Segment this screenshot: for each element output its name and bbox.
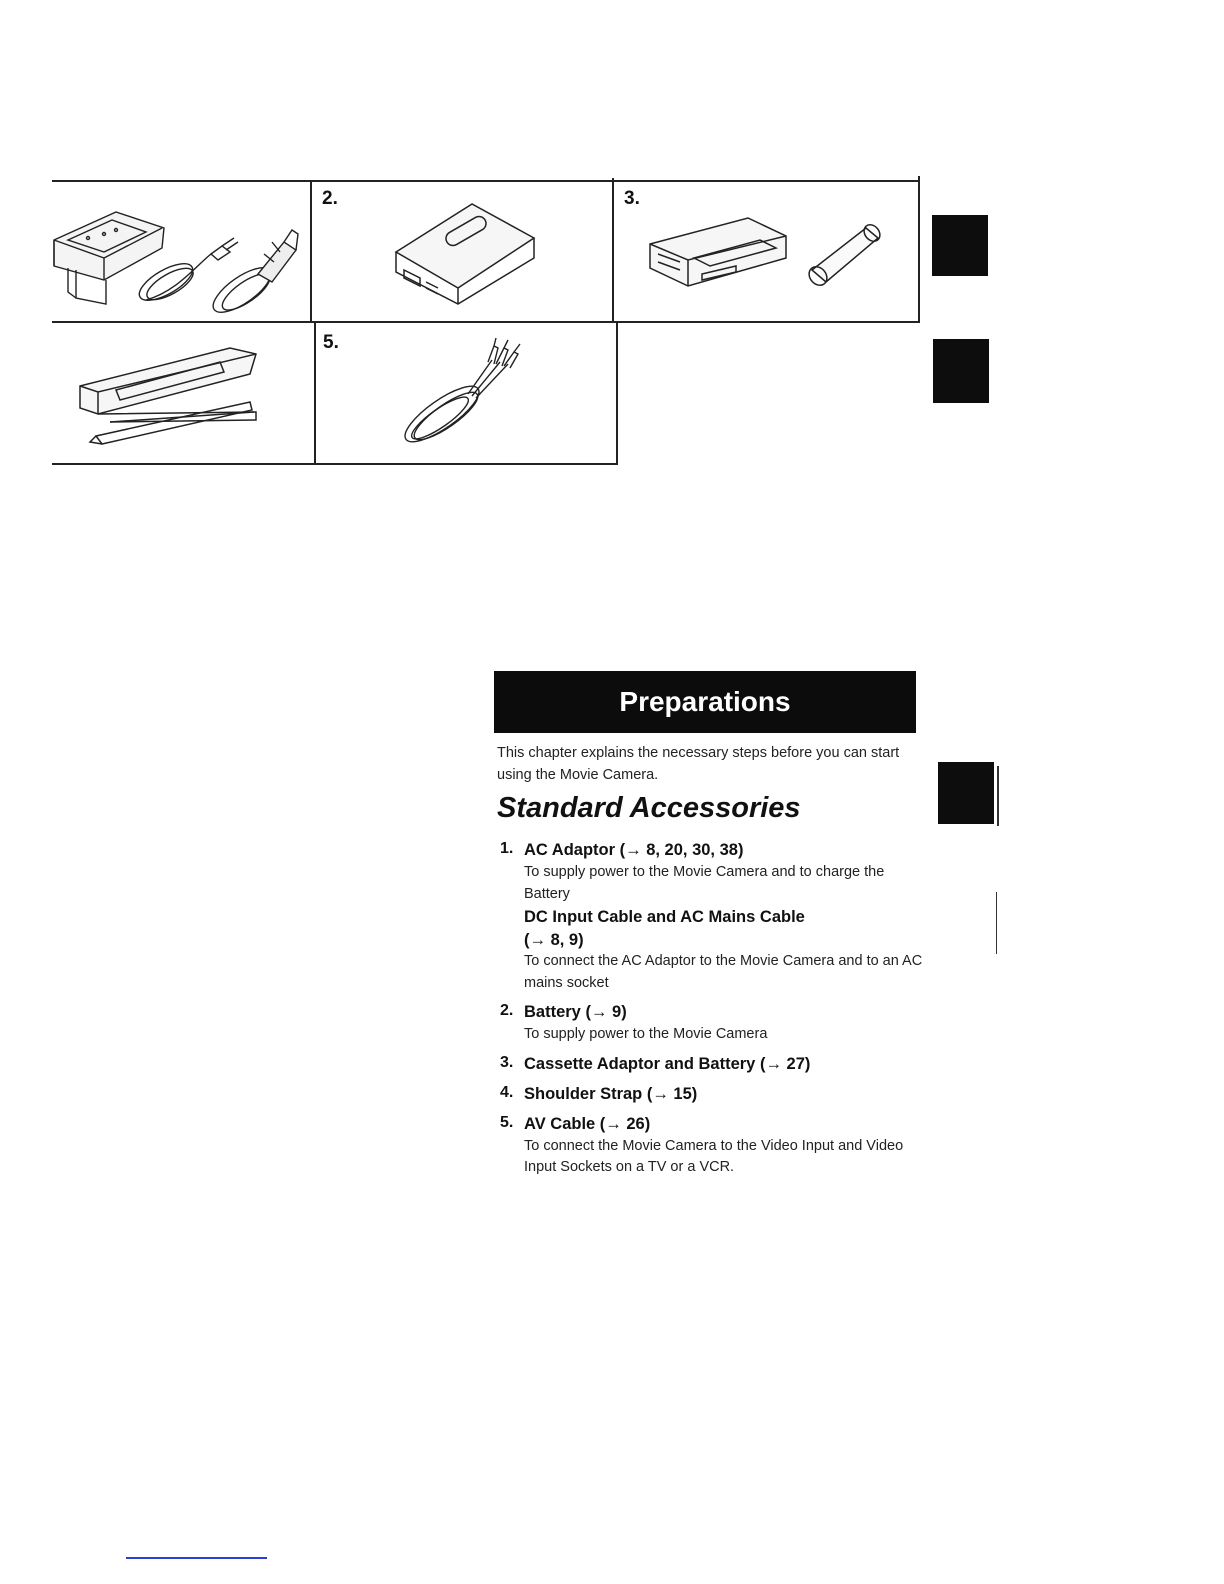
figure-divider-3 [918, 176, 920, 323]
figure-divider-2 [612, 178, 614, 323]
index-tab-edge-line [997, 766, 999, 826]
index-tab-3 [938, 762, 994, 824]
figure-divider-5 [616, 323, 618, 465]
item-number: 2. [500, 1002, 514, 1019]
item-heading: Shoulder Strap (→ 15) [524, 1084, 698, 1103]
index-tab-1 [932, 215, 988, 276]
ac-adaptor-illustration [46, 196, 306, 320]
item-heading: Cassette Adaptor and Battery (→ 27) [524, 1054, 811, 1073]
margin-mark-line [996, 892, 997, 954]
figure-divider-1 [310, 180, 312, 323]
shoulder-strap-illustration [70, 340, 270, 460]
accessories-list [497, 838, 927, 1185]
cassette-adaptor-illustration [640, 210, 900, 310]
item-number: 3. [500, 1053, 514, 1071]
list-item [497, 1000, 927, 1046]
chapter-intro: This chapter explains the necessary steps before you can start using the Movie Camera. [497, 745, 900, 783]
item-description: To supply power to the Movie Camera [524, 1026, 768, 1042]
item-sub-description: To connect the AC Adaptor to the Movie Camera and to an AC mains socket [524, 953, 923, 991]
item-description: To supply power to the Movie Camera and to charge the Battery [524, 864, 885, 902]
av-cable-illustration [392, 332, 542, 452]
item-heading: Battery (→ 9) [524, 1003, 627, 1021]
item-description: To connect the Movie Camera to the Video Input and Video Input Sockets on a TV or a VCR. [524, 1137, 904, 1175]
cell-label-5: 5. [323, 332, 339, 353]
cell-label-2: 2. [322, 188, 338, 209]
figure-bottom-border [52, 463, 618, 465]
list-item [497, 1112, 927, 1179]
list-item [497, 1052, 927, 1076]
figure-middle-border [52, 321, 920, 323]
item-number: 1. [500, 840, 514, 857]
section-title: Standard Accessories [497, 792, 801, 824]
bottom-rule [126, 1557, 267, 1559]
item-heading: AV Cable (→ 26) [524, 1114, 651, 1133]
chapter-title: Preparations [619, 686, 791, 717]
cell-label-3: 3. [624, 188, 640, 209]
list-item [497, 1082, 927, 1106]
figure-top-border [52, 180, 918, 182]
figure-divider-4 [314, 323, 316, 465]
battery-illustration [380, 196, 540, 308]
list-item [497, 838, 927, 994]
index-tab-2 [933, 339, 989, 403]
item-number: 4. [500, 1083, 514, 1101]
item-subheading: DC Input Cable and AC Mains Cable [524, 908, 805, 926]
item-heading: AC Adaptor (→ 8, 20, 30, 38) [524, 841, 744, 859]
item-subheading-ref: (→ 8, 9) [524, 931, 584, 949]
item-number: 5. [500, 1113, 514, 1131]
chapter-banner [494, 671, 916, 733]
